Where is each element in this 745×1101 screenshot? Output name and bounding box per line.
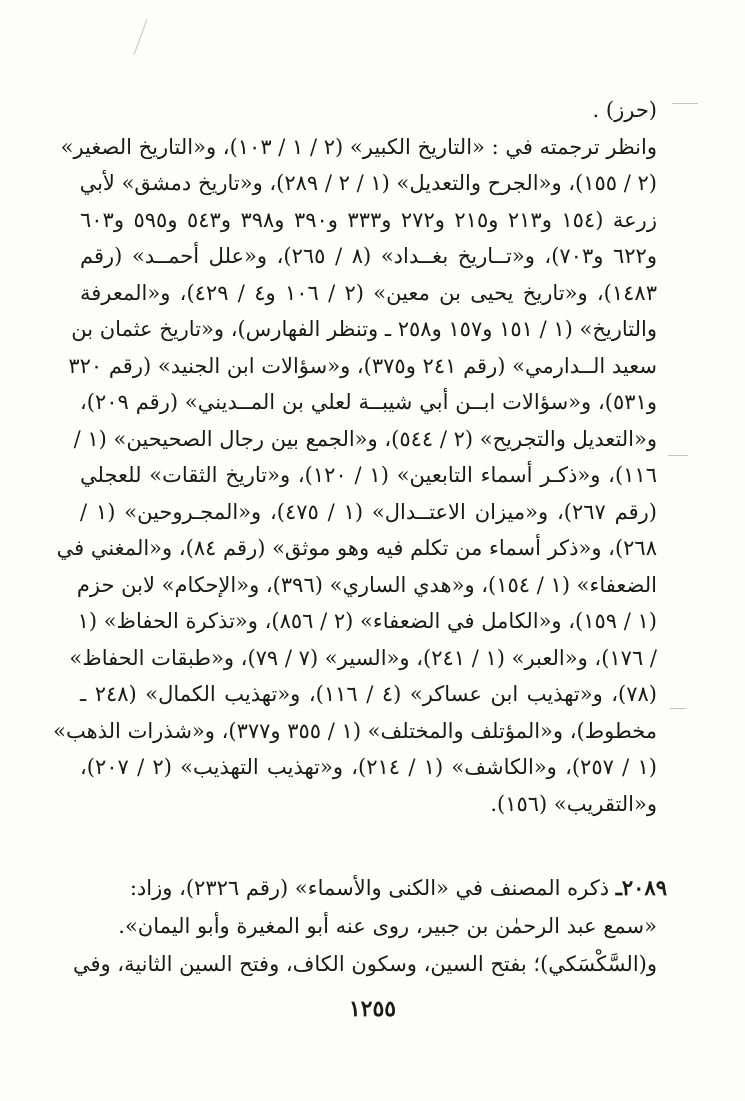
text-line: ٢٦٨)، و«ذكر أسماء من تكلم فيه وهو موثق» (رقم ٨٤)، و«المغني في <box>56 536 657 560</box>
text-line: مخطوط)، و«المؤتلف والمختلف» (١ / ٣٥٥ و٣٧٧)، و«شذرات الذهب» <box>53 718 657 743</box>
text-line: (١ / ١٥٩)، و«الكامل في الضعفاء» (٢ / ٨٥٦)، و«تذكرة الحفاظ» (١ <box>77 609 657 633</box>
scan-mark-right-2 <box>668 455 688 456</box>
entry-text-line: و(السَّكْسَكي)؛ بفتح السين، وسكون الكاف، وفتح السين الثانية، وفي <box>72 952 657 976</box>
entry-heading-text: ذكره المصنف في «الكنى والأسماء» (رقم ٢٣٢٦)، وزاد: <box>129 876 616 900</box>
text-line: و«التقريب» (١٥٦). <box>490 791 657 816</box>
text-line: و٦٢٢ و٧٠٣)، و«تــاريخ بغــداد» (٨ / ٢٦٥)، و«علل أحمــد» (رقم <box>80 244 657 268</box>
scan-mark-right-1 <box>672 103 698 104</box>
text-line: ١٤٨٣)، و«تاريخ يحيى بن معين» (٢ / ١٠٦ و٤ / ٤٢٩)، و«المعرفة <box>80 280 657 305</box>
entry-heading-line <box>80 870 667 906</box>
text-line: ١١٦)، و«ذكـر أسماء التابعين» (١ / ١٢٠)، و«تاريخ الثقات» للعجلي <box>80 463 657 487</box>
text-line: (٧٨)، و«تهذيب ابن عساكر» (٤ / ١١٦)، و«تهذيب الكمال» (٢٤٨ ـ <box>80 682 657 706</box>
page-number: ١٢٥٥ <box>348 996 397 1022</box>
text-line: و«التعديل والتجريح» (٢ / ٥٤٤)، و«الجمع بين رجال الصحيحين» (١ / <box>73 426 657 451</box>
scan-mark-top-left <box>134 19 148 55</box>
main-text-block <box>53 92 657 862</box>
entry-number: ٢٠٨٩ـ <box>615 875 667 900</box>
scan-mark-right-3 <box>670 708 686 709</box>
text-line: سعيد الــدارمي» (رقم ٢٤١ و٣٧٥)، و«سؤالات ابن الجنيد» (رقم ٣٢٠ <box>68 353 657 378</box>
text-line: (حرز) . <box>592 98 657 122</box>
text-line: زرعة (١٥٤ و٢١٣ و٢١٥ و٢٧٢ و٣٣٣ و٣٩٠ و٣٩٨ و٥٤٣ و٥٩٥ و٦٠٣ <box>80 207 657 232</box>
text-line: الضعفاء» (١ / ١٥٤)، و«هدي الساري» (٣٩٦)، و«الإحكام» لابن حزم <box>76 572 657 597</box>
text-line: وانظر ترجمته في : «التاريخ الكبير» (٢ / ١ / ١٠٣)، و«التاريخ الصغير» <box>60 134 657 159</box>
text-line: (٢ / ١٥٥)، و«الجرح والتعديل» (١ / ٢ / ٢٨٩)، و«تاريخ دمشق» لأبي <box>79 171 657 195</box>
text-line: والتاريخ» (١ / ١٥١ و١٥٧ و٢٥٨ ـ وتنظر الفهارس)، و«تاريخ عثمان بن <box>71 317 657 341</box>
entry-quote-line: «سمع عبد الرحمٰن بن جبير، روى عنه أبو المغيرة وأبو اليمان». <box>118 914 657 938</box>
text-line: (رقم ٢٦٧)، و«ميزان الاعتــدال» (١ / ٤٧٥)، و«المجـروحين» (١ / <box>80 499 657 524</box>
entry-block <box>72 870 667 990</box>
text-line: / ١٧٦)، و«العبر» (١ / ٢٤١)، و«السير» (٧ / ٧٩)، و«طبقات الحفاظ» <box>69 645 657 670</box>
text-line: (١ / ٢٥٧)، و«الكاشف» (١ / ٢١٤)، و«تهذيب التهذيب» (٢ / ٢٠٧)، <box>80 755 657 779</box>
text-line: و٥٣١)، و«سؤالات ابــن أبي شيبــة لعلي بن المــديني» (رقم ٢٠٩)، <box>80 390 657 414</box>
